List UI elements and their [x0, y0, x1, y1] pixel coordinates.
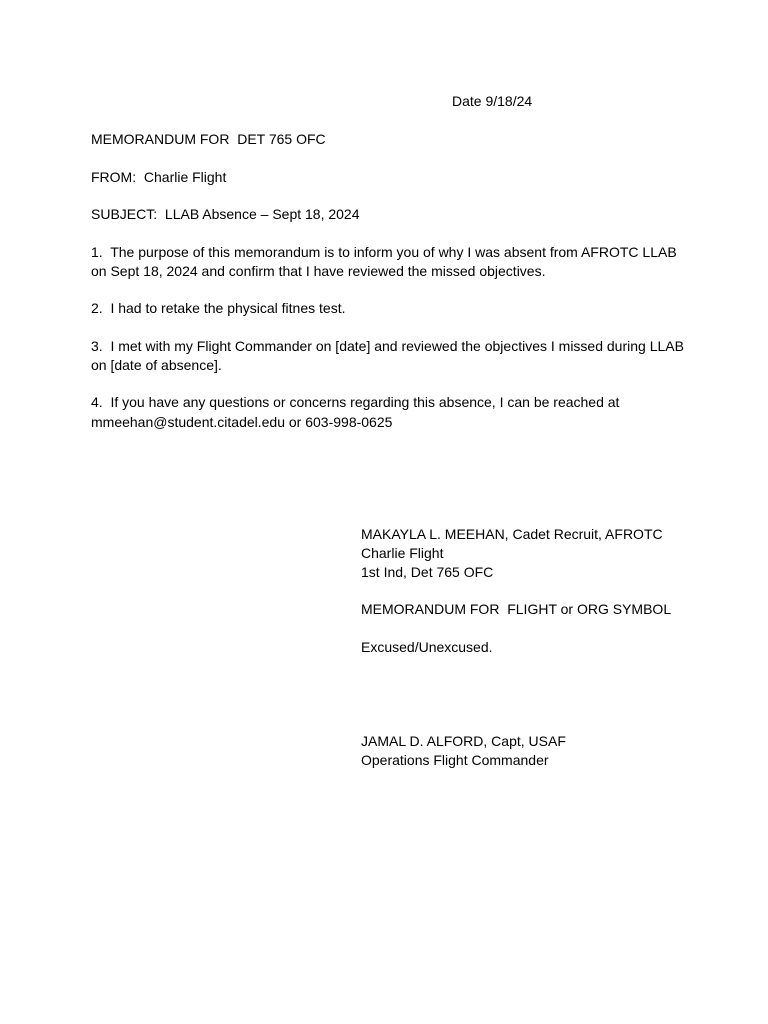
commander-name: JAMAL D. ALFORD, Capt, USAF [361, 733, 566, 749]
from-line: FROM: Charlie Flight [91, 169, 227, 185]
paragraph-1-line-2: on Sept 18, 2024 and confirm that I have reviewed the missed objectives. [91, 263, 546, 279]
subject-line: SUBJECT: LLAB Absence – Sept 18, 2024 [91, 206, 360, 222]
indorsement-header: 1st Ind, Det 765 OFC [361, 564, 494, 580]
memorandum-for-line: MEMORANDUM FOR DET 765 OFC [91, 131, 326, 147]
memo-date: Date 9/18/24 [452, 93, 533, 109]
paragraph-4-line-1: 4. If you have any questions or concerns regarding this absence, I can be reached at [91, 394, 620, 410]
paragraph-1-line-1: 1. The purpose of this memorandum is to inform you of why I was absent from AFROTC LLAB [91, 244, 677, 260]
excused-status: Excused/Unexcused. [361, 639, 493, 655]
paragraph-4-line-2: mmeehan@student.citadel.edu or 603-998-0625 [91, 414, 393, 430]
signature-name: MAKAYLA L. MEEHAN, Cadet Recruit, AFROTC [361, 526, 663, 542]
indorsement-memorandum-for: MEMORANDUM FOR FLIGHT or ORG SYMBOL [361, 601, 672, 617]
paragraph-3-line-2: on [date of absence]. [91, 357, 222, 373]
signature-unit: Charlie Flight [361, 545, 444, 561]
paragraph-3-line-1: 3. I met with my Flight Commander on [date] and reviewed the objectives I missed during LLAB [91, 338, 684, 354]
paragraph-2-line-1: 2. I had to retake the physical fitnes test. [91, 300, 346, 316]
commander-title: Operations Flight Commander [361, 752, 549, 768]
